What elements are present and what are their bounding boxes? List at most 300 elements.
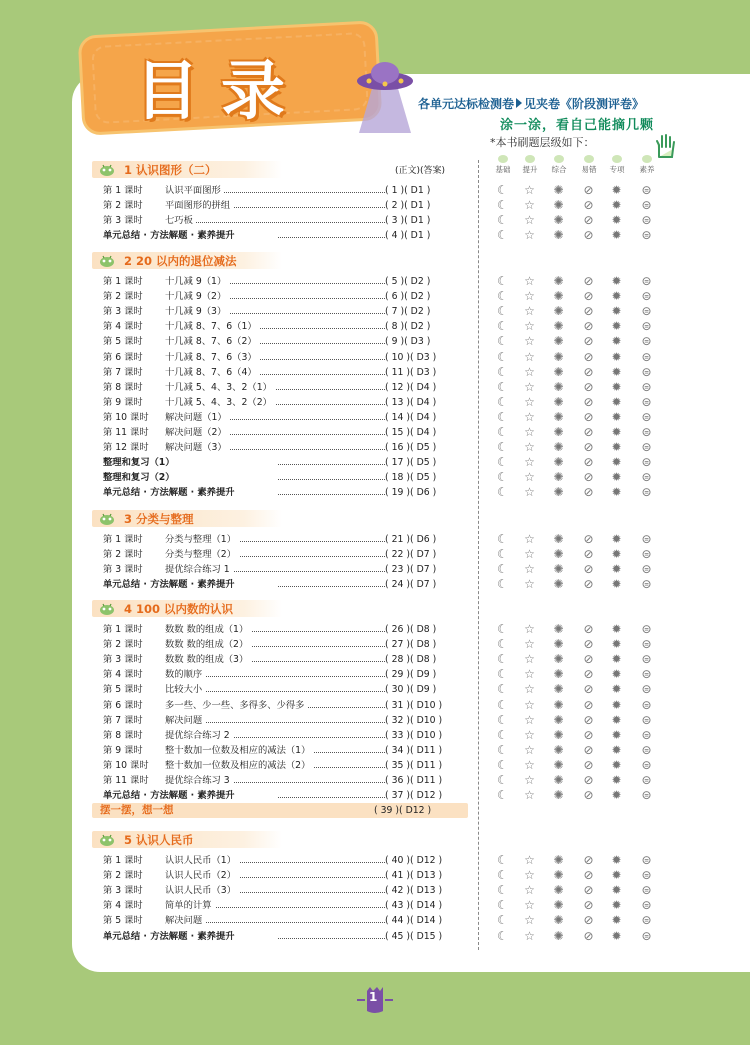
planet-icon[interactable]: ⊘ (583, 883, 594, 898)
orb-icon[interactable]: ⊜ (641, 637, 652, 652)
toc-row[interactable] (103, 788, 463, 803)
toc-row[interactable] (103, 198, 463, 213)
sun-icon[interactable]: ✺ (553, 455, 564, 470)
orb-icon[interactable]: ⊜ (641, 547, 652, 562)
moon-icon[interactable]: ☾ (497, 379, 508, 394)
planet-icon[interactable]: ⊘ (583, 319, 594, 334)
orb-icon[interactable]: ⊜ (641, 228, 652, 243)
sun-icon[interactable]: ✺ (553, 485, 564, 500)
orb-icon[interactable]: ⊜ (641, 853, 652, 867)
orb-icon[interactable]: ⊜ (641, 440, 652, 455)
toc-row[interactable] (103, 289, 463, 304)
planet-icon[interactable]: ⊘ (583, 853, 594, 867)
star-icon[interactable]: ☆ (524, 883, 535, 898)
spark-icon[interactable]: ✹ (611, 485, 622, 500)
orb-icon[interactable]: ⊜ (641, 198, 652, 213)
toc-row[interactable] (103, 365, 463, 380)
moon-icon[interactable]: ☾ (497, 667, 508, 682)
toc-row[interactable] (103, 667, 463, 682)
toc-row[interactable] (103, 350, 463, 365)
spark-icon[interactable]: ✹ (611, 853, 622, 867)
sun-icon[interactable]: ✺ (553, 727, 564, 742)
toc-row[interactable] (103, 713, 463, 728)
planet-icon[interactable]: ⊘ (583, 697, 594, 712)
moon-icon[interactable]: ☾ (497, 364, 508, 379)
moon-icon[interactable]: ☾ (497, 682, 508, 697)
toc-row[interactable] (103, 532, 463, 547)
moon-icon[interactable]: ☾ (497, 788, 508, 803)
sun-icon[interactable]: ✺ (553, 883, 564, 898)
moon-icon[interactable]: ☾ (497, 334, 508, 349)
orb-icon[interactable]: ⊜ (641, 274, 652, 288)
moon-icon[interactable]: ☾ (497, 183, 508, 197)
planet-icon[interactable]: ⊘ (583, 622, 594, 636)
spark-icon[interactable]: ✹ (611, 319, 622, 334)
orb-icon[interactable]: ⊜ (641, 898, 652, 913)
spark-icon[interactable]: ✹ (611, 213, 622, 228)
orb-icon[interactable]: ⊜ (641, 682, 652, 697)
page-refs: ( 3 )( D1 ) (385, 213, 463, 228)
star-icon[interactable]: ☆ (524, 577, 535, 592)
star-icon[interactable]: ☆ (524, 349, 535, 364)
spark-icon[interactable]: ✹ (611, 183, 622, 197)
moon-icon[interactable]: ☾ (497, 470, 508, 485)
spark-icon[interactable]: ✹ (611, 667, 622, 682)
moon-icon[interactable]: ☾ (497, 868, 508, 883)
orb-icon[interactable]: ⊜ (641, 425, 652, 439)
sun-icon[interactable]: ✺ (553, 379, 564, 394)
sun-icon[interactable]: ✺ (553, 622, 564, 636)
moon-icon[interactable]: ☾ (497, 853, 508, 867)
toc-row[interactable] (103, 274, 463, 289)
planet-icon[interactable]: ⊘ (583, 682, 594, 697)
orb-icon[interactable]: ⊜ (641, 868, 652, 883)
planet-icon[interactable]: ⊘ (583, 485, 594, 500)
spark-icon[interactable]: ✹ (611, 349, 622, 364)
orb-icon[interactable]: ⊜ (641, 349, 652, 364)
sun-icon[interactable]: ✺ (553, 788, 564, 803)
toc-row[interactable] (103, 929, 463, 944)
planet-icon[interactable]: ⊘ (583, 198, 594, 213)
orb-icon[interactable]: ⊜ (641, 928, 652, 943)
star-icon[interactable]: ☆ (524, 274, 535, 288)
spark-icon[interactable]: ✹ (611, 228, 622, 243)
toc-row[interactable] (103, 622, 463, 637)
moon-icon[interactable]: ☾ (497, 562, 508, 577)
sun-icon[interactable]: ✺ (553, 547, 564, 562)
orb-icon[interactable]: ⊜ (641, 213, 652, 228)
sun-icon[interactable]: ✺ (553, 742, 564, 757)
spark-icon[interactable]: ✹ (611, 757, 622, 772)
spark-icon[interactable]: ✹ (611, 788, 622, 803)
orb-icon[interactable]: ⊜ (641, 470, 652, 485)
spark-icon[interactable]: ✹ (611, 547, 622, 562)
sun-icon[interactable]: ✺ (553, 637, 564, 652)
star-icon[interactable]: ☆ (524, 547, 535, 562)
star-icon[interactable]: ☆ (524, 485, 535, 500)
star-icon[interactable]: ☆ (524, 198, 535, 213)
star-icon[interactable]: ☆ (524, 697, 535, 712)
planet-icon[interactable]: ⊘ (583, 577, 594, 592)
sun-icon[interactable]: ✺ (553, 470, 564, 485)
star-icon[interactable]: ☆ (524, 228, 535, 243)
star-icon[interactable]: ☆ (524, 334, 535, 349)
orb-icon[interactable]: ⊜ (641, 364, 652, 379)
spark-icon[interactable]: ✹ (611, 274, 622, 288)
spark-icon[interactable]: ✹ (611, 379, 622, 394)
star-icon[interactable]: ☆ (524, 425, 535, 439)
spark-icon[interactable]: ✹ (611, 198, 622, 213)
spark-icon[interactable]: ✹ (611, 742, 622, 757)
star-icon[interactable]: ☆ (524, 304, 535, 319)
planet-icon[interactable]: ⊘ (583, 455, 594, 470)
moon-icon[interactable]: ☾ (497, 898, 508, 913)
orb-icon[interactable]: ⊜ (641, 319, 652, 334)
star-icon[interactable]: ☆ (524, 319, 535, 334)
moon-icon[interactable]: ☾ (497, 532, 508, 546)
planet-icon[interactable]: ⊘ (583, 349, 594, 364)
star-icon[interactable]: ☆ (524, 470, 535, 485)
orb-icon[interactable]: ⊜ (641, 409, 652, 424)
sun-icon[interactable]: ✺ (553, 274, 564, 288)
orb-icon[interactable]: ⊜ (641, 394, 652, 409)
orb-icon[interactable]: ⊜ (641, 727, 652, 742)
toc-row[interactable] (103, 547, 463, 562)
moon-icon[interactable]: ☾ (497, 485, 508, 500)
orb-icon[interactable]: ⊜ (641, 455, 652, 470)
planet-icon[interactable]: ⊘ (583, 274, 594, 288)
sun-icon[interactable]: ✺ (553, 868, 564, 883)
toc-row[interactable] (103, 758, 463, 773)
toc-row[interactable] (103, 440, 463, 455)
planet-icon[interactable]: ⊘ (583, 364, 594, 379)
planet-icon[interactable]: ⊘ (583, 394, 594, 409)
moon-icon[interactable]: ☾ (497, 394, 508, 409)
sun-icon[interactable]: ✺ (553, 913, 564, 928)
spark-icon[interactable]: ✹ (611, 883, 622, 898)
toc-row[interactable] (103, 743, 463, 758)
sun-icon[interactable]: ✺ (553, 562, 564, 577)
sun-icon[interactable]: ✺ (553, 928, 564, 943)
star-icon[interactable]: ☆ (524, 757, 535, 772)
sun-icon[interactable]: ✺ (553, 349, 564, 364)
lesson-label: 第 3 课时 (103, 652, 146, 667)
orb-icon[interactable]: ⊜ (641, 913, 652, 928)
spark-icon[interactable]: ✹ (611, 455, 622, 470)
toc-row[interactable] (103, 868, 463, 883)
star-icon[interactable]: ☆ (524, 742, 535, 757)
star-icon[interactable]: ☆ (524, 928, 535, 943)
star-icon[interactable]: ☆ (524, 712, 535, 727)
orb-icon[interactable]: ⊜ (641, 788, 652, 803)
spark-icon[interactable]: ✹ (611, 532, 622, 546)
planet-icon[interactable]: ⊘ (583, 440, 594, 455)
spark-icon[interactable]: ✹ (611, 562, 622, 577)
spark-icon[interactable]: ✹ (611, 913, 622, 928)
sun-icon[interactable]: ✺ (553, 440, 564, 455)
star-icon[interactable]: ☆ (524, 622, 535, 636)
planet-icon[interactable]: ⊘ (583, 928, 594, 943)
planet-icon[interactable]: ⊘ (583, 213, 594, 228)
star-icon[interactable]: ☆ (524, 773, 535, 787)
moon-icon[interactable]: ☾ (497, 727, 508, 742)
lesson-label: 第 3 课时 (103, 304, 146, 319)
sun-icon[interactable]: ✺ (553, 364, 564, 379)
page-refs: ( 26 )( D8 ) (385, 622, 463, 637)
moon-icon[interactable]: ☾ (497, 652, 508, 667)
star-icon[interactable]: ☆ (524, 183, 535, 197)
toc-row[interactable] (103, 410, 463, 425)
sun-icon[interactable]: ✺ (553, 757, 564, 772)
spark-icon[interactable]: ✹ (611, 898, 622, 913)
sun-icon[interactable]: ✺ (553, 667, 564, 682)
moon-icon[interactable]: ☾ (497, 213, 508, 228)
sun-icon[interactable]: ✺ (553, 319, 564, 334)
sun-icon[interactable]: ✺ (553, 289, 564, 304)
spark-icon[interactable]: ✹ (611, 334, 622, 349)
toc-row[interactable] (103, 637, 463, 652)
planet-icon[interactable]: ⊘ (583, 788, 594, 803)
level-column-label: 提升 (522, 165, 538, 174)
orb-icon[interactable]: ⊜ (641, 562, 652, 577)
star-icon[interactable]: ☆ (524, 853, 535, 867)
planet-icon[interactable]: ⊘ (583, 289, 594, 304)
spark-icon[interactable]: ✹ (611, 364, 622, 379)
toc-row[interactable] (103, 485, 463, 500)
sun-icon[interactable]: ✺ (553, 682, 564, 697)
star-icon[interactable]: ☆ (524, 394, 535, 409)
planet-icon[interactable]: ⊘ (583, 183, 594, 197)
spark-icon[interactable]: ✹ (611, 712, 622, 727)
toc-row[interactable] (103, 304, 463, 319)
planet-icon[interactable]: ⊘ (583, 334, 594, 349)
orb-icon[interactable]: ⊜ (641, 667, 652, 682)
sun-icon[interactable]: ✺ (553, 409, 564, 424)
moon-icon[interactable]: ☾ (497, 319, 508, 334)
sun-icon[interactable]: ✺ (553, 773, 564, 787)
moon-icon[interactable]: ☾ (497, 274, 508, 288)
page-refs: ( 23 )( D7 ) (385, 562, 463, 577)
toc-row[interactable] (103, 652, 463, 667)
sun-icon[interactable]: ✺ (553, 213, 564, 228)
moon-icon[interactable]: ☾ (497, 440, 508, 455)
sun-icon[interactable]: ✺ (553, 577, 564, 592)
toc-row[interactable] (103, 898, 463, 913)
star-icon[interactable]: ☆ (524, 682, 535, 697)
moon-icon[interactable]: ☾ (497, 289, 508, 304)
toc-row[interactable] (103, 395, 463, 410)
planet-icon[interactable]: ⊘ (583, 379, 594, 394)
toc-row[interactable] (103, 470, 463, 485)
star-icon[interactable]: ☆ (524, 667, 535, 682)
moon-icon[interactable]: ☾ (497, 697, 508, 712)
toc-row[interactable] (92, 803, 468, 818)
planet-icon[interactable]: ⊘ (583, 304, 594, 319)
sun-icon[interactable]: ✺ (553, 652, 564, 667)
star-icon[interactable]: ☆ (524, 637, 535, 652)
moon-icon[interactable]: ☾ (497, 425, 508, 439)
sun-icon[interactable]: ✺ (553, 898, 564, 913)
planet-icon[interactable]: ⊘ (583, 637, 594, 652)
star-icon[interactable]: ☆ (524, 289, 535, 304)
toc-row[interactable] (103, 455, 463, 470)
star-icon[interactable]: ☆ (524, 213, 535, 228)
moon-icon[interactable]: ☾ (497, 198, 508, 213)
planet-icon[interactable]: ⊘ (583, 547, 594, 562)
star-icon[interactable]: ☆ (524, 440, 535, 455)
spark-icon[interactable]: ✹ (611, 652, 622, 667)
planet-icon[interactable]: ⊘ (583, 712, 594, 727)
unit-title: 4 100 以内数的认识 (124, 602, 234, 616)
toc-row[interactable] (103, 380, 463, 395)
planet-icon[interactable]: ⊘ (583, 757, 594, 772)
spark-icon[interactable]: ✹ (611, 425, 622, 439)
orb-icon[interactable]: ⊜ (641, 532, 652, 546)
moon-icon[interactable]: ☾ (497, 304, 508, 319)
moon-icon[interactable]: ☾ (497, 757, 508, 772)
planet-icon[interactable]: ⊘ (583, 532, 594, 546)
toc-row[interactable] (103, 425, 463, 440)
toc-row[interactable] (103, 853, 463, 868)
orb-icon[interactable]: ⊜ (641, 334, 652, 349)
star-icon[interactable]: ☆ (524, 868, 535, 883)
spark-icon[interactable]: ✹ (611, 868, 622, 883)
toc-row[interactable] (103, 577, 463, 592)
toc-row[interactable] (103, 883, 463, 898)
spark-icon[interactable]: ✹ (611, 682, 622, 697)
moon-icon[interactable]: ☾ (497, 637, 508, 652)
level-column-label: 素养 (639, 165, 655, 174)
moon-icon[interactable]: ☾ (497, 228, 508, 243)
orb-icon[interactable]: ⊜ (641, 379, 652, 394)
spark-icon[interactable]: ✹ (611, 409, 622, 424)
moon-icon[interactable]: ☾ (497, 773, 508, 787)
spark-icon[interactable]: ✹ (611, 470, 622, 485)
star-icon[interactable]: ☆ (524, 898, 535, 913)
sun-icon[interactable]: ✺ (553, 228, 564, 243)
planet-icon[interactable]: ⊘ (583, 868, 594, 883)
orb-icon[interactable]: ⊜ (641, 712, 652, 727)
orb-icon[interactable]: ⊜ (641, 742, 652, 757)
toc-row[interactable] (103, 228, 463, 243)
spark-icon[interactable]: ✹ (611, 622, 622, 636)
moon-icon[interactable]: ☾ (497, 455, 508, 470)
planet-icon[interactable]: ⊘ (583, 913, 594, 928)
toc-row[interactable] (103, 562, 463, 577)
sun-icon[interactable]: ✺ (553, 853, 564, 867)
spark-icon[interactable]: ✹ (611, 304, 622, 319)
toc-row[interactable] (103, 913, 463, 928)
orb-icon[interactable]: ⊜ (641, 883, 652, 898)
moon-icon[interactable]: ☾ (497, 622, 508, 636)
lesson-label: 第 3 课时 (103, 883, 146, 898)
moon-icon[interactable]: ☾ (497, 712, 508, 727)
toc-row[interactable] (103, 319, 463, 334)
spark-icon[interactable]: ✹ (611, 577, 622, 592)
planet-icon[interactable]: ⊘ (583, 773, 594, 787)
spark-icon[interactable]: ✹ (611, 394, 622, 409)
sun-icon[interactable]: ✺ (553, 394, 564, 409)
star-icon[interactable]: ☆ (524, 562, 535, 577)
star-icon[interactable]: ☆ (524, 379, 535, 394)
planet-icon[interactable]: ⊘ (583, 409, 594, 424)
star-icon[interactable]: ☆ (524, 532, 535, 546)
toc-row[interactable] (103, 682, 463, 697)
toc-row[interactable] (103, 213, 463, 228)
sun-icon[interactable]: ✺ (553, 183, 564, 197)
moon-icon[interactable]: ☾ (497, 409, 508, 424)
moon-icon[interactable]: ☾ (497, 913, 508, 928)
star-icon[interactable]: ☆ (524, 652, 535, 667)
toc-row[interactable] (103, 334, 463, 349)
moon-icon[interactable]: ☾ (497, 547, 508, 562)
star-icon[interactable]: ☆ (524, 409, 535, 424)
orb-icon[interactable]: ⊜ (641, 622, 652, 636)
sun-icon[interactable]: ✺ (553, 198, 564, 213)
star-icon[interactable]: ☆ (524, 455, 535, 470)
orb-icon[interactable]: ⊜ (641, 697, 652, 712)
moon-icon[interactable]: ☾ (497, 742, 508, 757)
planet-icon[interactable]: ⊘ (583, 425, 594, 439)
orb-icon[interactable]: ⊜ (641, 773, 652, 787)
planet-icon[interactable]: ⊘ (583, 652, 594, 667)
toc-row[interactable] (103, 773, 463, 788)
orb-icon[interactable]: ⊜ (641, 485, 652, 500)
lesson-topic: 七巧板 (165, 213, 196, 228)
orb-icon[interactable]: ⊜ (641, 757, 652, 772)
orb-icon[interactable]: ⊜ (641, 577, 652, 592)
sun-icon[interactable]: ✺ (553, 425, 564, 439)
spark-icon[interactable]: ✹ (611, 637, 622, 652)
sun-icon[interactable]: ✺ (553, 712, 564, 727)
toc-row[interactable] (103, 698, 463, 713)
moon-icon[interactable]: ☾ (497, 883, 508, 898)
moon-icon[interactable]: ☾ (497, 349, 508, 364)
sun-icon[interactable]: ✺ (553, 697, 564, 712)
spark-icon[interactable]: ✹ (611, 727, 622, 742)
toc-row[interactable] (103, 183, 463, 198)
planet-icon[interactable]: ⊘ (583, 667, 594, 682)
spark-icon[interactable]: ✹ (611, 289, 622, 304)
planet-icon[interactable]: ⊘ (583, 228, 594, 243)
orb-icon[interactable]: ⊜ (641, 652, 652, 667)
planet-icon[interactable]: ⊘ (583, 898, 594, 913)
planet-icon[interactable]: ⊘ (583, 470, 594, 485)
spark-icon[interactable]: ✹ (611, 440, 622, 455)
moon-icon[interactable]: ☾ (497, 928, 508, 943)
lesson-label: 第 7 课时 (103, 365, 146, 380)
level-column-label: 基础 (495, 165, 511, 174)
star-icon[interactable]: ☆ (524, 727, 535, 742)
orb-icon[interactable]: ⊜ (641, 183, 652, 197)
sun-icon[interactable]: ✺ (553, 304, 564, 319)
toc-row[interactable] (103, 728, 463, 743)
spark-icon[interactable]: ✹ (611, 697, 622, 712)
planet-icon[interactable]: ⊘ (583, 742, 594, 757)
star-icon[interactable]: ☆ (524, 913, 535, 928)
sun-icon[interactable]: ✺ (553, 532, 564, 546)
spark-icon[interactable]: ✹ (611, 928, 622, 943)
orb-icon[interactable]: ⊜ (641, 289, 652, 304)
planet-icon[interactable]: ⊘ (583, 727, 594, 742)
sun-icon[interactable]: ✺ (553, 334, 564, 349)
orb-icon[interactable]: ⊜ (641, 304, 652, 319)
star-icon[interactable]: ☆ (524, 788, 535, 803)
spark-icon[interactable]: ✹ (611, 773, 622, 787)
planet-icon[interactable]: ⊘ (583, 562, 594, 577)
moon-icon[interactable]: ☾ (497, 577, 508, 592)
star-icon[interactable]: ☆ (524, 364, 535, 379)
